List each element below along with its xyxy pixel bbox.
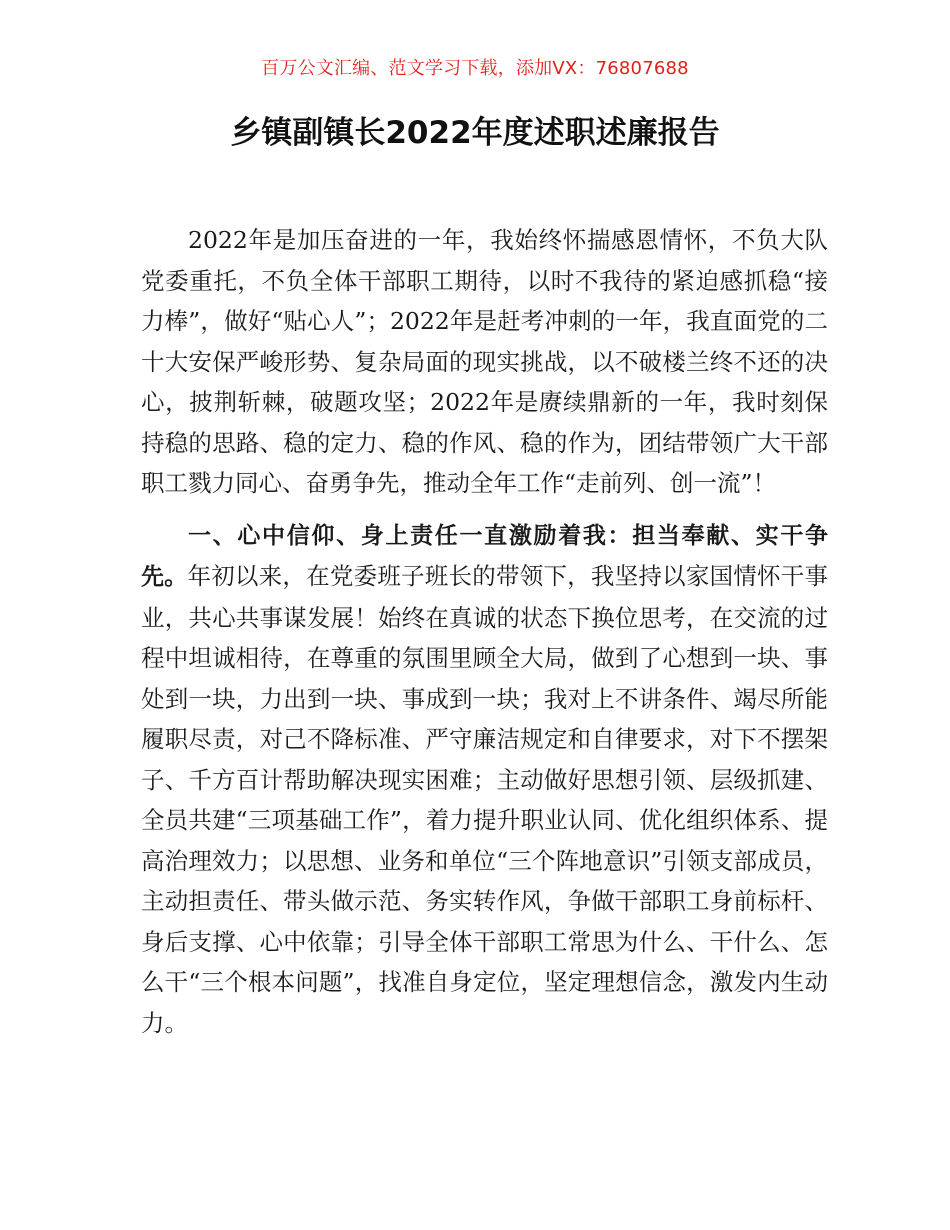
intro-paragraph-text: 2022年是加压奋进的一年，我始终怀揣感恩情怀，不负大队党委重托，不负全体干部职工期待，以时不我待的紧迫感抓稳“接力棒”，做好“贴心人”；2022年是赶考冲刺的一年，我直面党的二十大安保严峻形势、复杂局面的现实挑战，以不破楼兰终不还的决心，披荆斩棘，破题攻坚；2022年是赓续鼎新的一年，我时刻保持稳的思路、稳的定力、稳的作风、稳的作为，团结带领广大干部职工戮力同心、奋勇争先，推动全年工作“走前列、创一流”！ <box>141 226 828 497</box>
document-body <box>141 220 828 1054</box>
intro-paragraph <box>141 220 828 504</box>
header-note: 百万公文汇编、范文学习下载，添加VX：76807688 <box>261 58 689 79</box>
document-title: 乡镇副镇长2022年度述职述廉报告 <box>230 115 720 151</box>
section-1-heading: 一、心中信仰、身上责任一直激励着我：担当奉献、实干争先。 <box>141 522 828 590</box>
section-1-text: 年初以来，在党委班子班长的带领下，我坚持以家国情怀干事业，共心共事谋发展！始终在真诚的状态下换位思考，在交流的过程中坦诚相待，在尊重的氛围里顾全大局，做到了心想到一块、事处到一块，力出到一块、事成到一块；我对上不讲条件、竭尽所能履职尽责，对己不降标准、严守廉洁规定和自律要求，对下不摆架子、千方百计帮助解决现实困难；主动做好思想引领、层级抓建、全员共建“三项基础工作”，着力提升职业认同、优化组织体系、提高治理效力；以思想、业务和单位“三个阵地意识”引领支部成员，主动担责任、带头做示范、务实转作风，争做干部职工身前标杆、身后支撑、心中依靠；引导全体干部职工常思为什么、干什么、怎么干“三个根本问题”，找准自身定位，坚定理想信念，激发内生动力。 <box>141 562 829 1037</box>
section-1-paragraph <box>141 515 828 1044</box>
